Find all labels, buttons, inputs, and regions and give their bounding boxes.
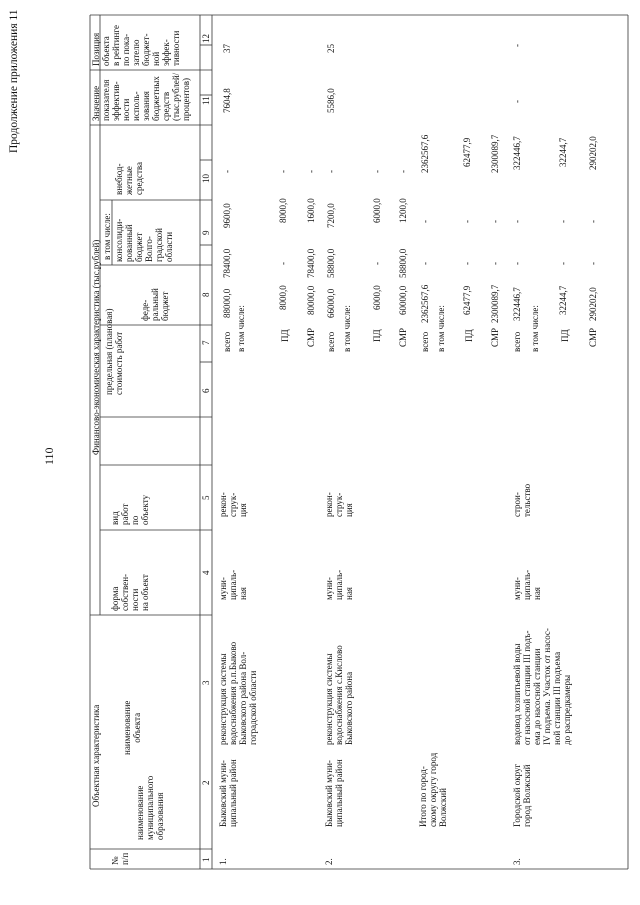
row-obj-l3: Быковского района Вол-	[238, 651, 248, 745]
header-eff-l7: бюджетных	[151, 76, 161, 121]
row-smr-extrabudget: 290202,0	[588, 136, 598, 170]
row-smr-cost: 290202,0	[588, 287, 598, 321]
header-eff-l6: зования	[141, 91, 151, 121]
row-pd-federal: -	[278, 262, 288, 265]
row-own-l1: муни-	[218, 577, 228, 600]
header-eff-l9: (тыс.рублей/	[171, 72, 181, 121]
row-total-federal: -	[420, 262, 430, 265]
row-pd-consolidated: -	[462, 220, 472, 223]
row-pd-consolidated: 8000,0	[278, 198, 288, 223]
header-num-line2: п/п	[120, 852, 130, 865]
row-total-federal: 78400,0	[222, 248, 232, 278]
row-total-extrabudget: -	[222, 170, 232, 173]
header-eff-l2: показателя	[101, 79, 111, 121]
header-pos-l7: ной	[151, 51, 161, 66]
row-total-extrabudget: -	[326, 170, 336, 173]
row-own-l1: муни-	[324, 577, 334, 600]
header-own-l1: форма	[110, 586, 120, 611]
row-pd-label: ПД	[560, 329, 570, 342]
row-smr-extrabudget: -	[306, 170, 316, 173]
row-rating-position: 25	[326, 44, 336, 53]
header-pos-l9: тивности	[171, 30, 181, 66]
header-mun-l1: наименование	[135, 785, 145, 840]
row-obj-l4: IV подъема. Участок от насос-	[542, 628, 552, 745]
row-mun-l2: ципальный район	[228, 759, 238, 827]
row-total-label: всего	[326, 331, 336, 352]
row-object-name	[324, 645, 354, 745]
row-own-l3: ная	[532, 587, 542, 600]
row-total-cost: 66000,0	[326, 288, 336, 318]
header-object-name	[122, 701, 142, 755]
header-work-l3: по	[130, 515, 140, 525]
row-total-consolidated: 7200,0	[326, 203, 336, 228]
row-work-l2: струк-	[334, 492, 344, 517]
row-smr-label: СМР	[306, 327, 316, 347]
row-smr-label: СМР	[398, 327, 408, 347]
header-efficiency	[91, 73, 191, 121]
row-smr-consolidated: -	[588, 220, 598, 223]
header-fed-l1: феде-	[140, 299, 150, 321]
header-planned-cost	[104, 309, 124, 395]
header-pos-l8: эффек-	[161, 39, 171, 66]
page-number: 110	[42, 447, 56, 465]
row-obj-l3: ема до насосной станции	[532, 648, 542, 745]
header-eff-l10: процентов)	[181, 77, 191, 121]
row-total-federal: 58800,0	[326, 248, 336, 278]
row-obj-l4: гоградской области	[248, 670, 258, 745]
row-obj-l1: водовод хозпитьевой воды	[512, 643, 522, 745]
row-work-l1: строи-	[512, 492, 522, 517]
header-eff-l5: исполь-	[131, 91, 141, 121]
row-own-l3: ная	[344, 587, 354, 600]
header-cost-l1: предельная (плановая)	[104, 308, 114, 395]
row-efficiency: 5586,0	[326, 88, 336, 113]
row-pd-consolidated: -	[558, 220, 568, 223]
row-work-l1: рекон-	[218, 492, 228, 517]
row-municipality	[324, 759, 344, 827]
row-rating-position: -	[512, 44, 522, 47]
row-total-consolidated: -	[420, 220, 430, 223]
header-consolidated	[114, 219, 174, 262]
col-number-3: 3	[201, 680, 211, 685]
col-number-8: 8	[201, 292, 211, 297]
row-smr-consolidated: 1200,0	[398, 198, 408, 223]
row-obj-l5: ной станции III подъема	[552, 651, 562, 745]
row-number: 3.	[512, 858, 522, 865]
header-obj-l2: объекта	[132, 712, 142, 743]
row-pd-label: ПД	[464, 329, 474, 342]
row-work-l2: тельство	[522, 483, 532, 517]
row-mun-l1: Итого по город-	[418, 766, 428, 827]
header-mun-l3: образования	[155, 792, 165, 840]
header-work-l4: объекту	[140, 494, 150, 525]
row-efficiency: 7604,8	[222, 88, 232, 113]
row-mun-l1: Быковский муни-	[324, 760, 334, 827]
col-number-12: 12	[201, 34, 211, 43]
row-object-name	[218, 642, 258, 745]
row-including-label: в том числе:	[530, 305, 540, 352]
row-ownership	[512, 570, 542, 600]
row-obj-l6: до распредкамеры	[562, 674, 572, 745]
header-extrabudget	[114, 162, 144, 195]
col-number-6: 6	[201, 388, 211, 393]
row-work-type	[218, 492, 248, 517]
row-smr-consolidated: 1600,0	[306, 198, 316, 223]
row-pd-extrabudget: -	[372, 170, 382, 173]
header-own-l2: собствен-	[120, 573, 130, 611]
header-pos-l6: бюджет-	[141, 33, 151, 66]
row-total-cost: 2362567,6	[420, 284, 430, 323]
header-municipality	[135, 776, 165, 840]
row-own-l2: ципаль-	[334, 569, 344, 600]
row-total-extrabudget: 2362567,6	[420, 134, 430, 173]
row-ownership	[218, 570, 248, 600]
row-municipality	[418, 753, 448, 827]
row-mun-l3: Волжский	[438, 788, 448, 827]
row-total-consolidated: 9600,0	[222, 203, 232, 228]
row-number: 2.	[324, 858, 334, 865]
row-work-type	[324, 492, 354, 517]
row-object-name	[512, 628, 572, 745]
row-smr-extrabudget: -	[398, 170, 408, 173]
row-including-label: в том числе:	[342, 305, 352, 352]
header-cons-l4: Волго-	[144, 236, 154, 262]
header-eff-l4: ности	[121, 98, 131, 121]
header-rating-position	[91, 25, 181, 66]
header-cons-l5: градской	[154, 228, 164, 262]
header-including: в том числе:	[102, 213, 112, 260]
row-pd-label: ПД	[280, 329, 290, 342]
header-own-l4: на объект	[140, 574, 150, 611]
header-federal	[140, 288, 170, 321]
header-ext-l3: средства	[134, 161, 144, 195]
row-including-label: в том числе:	[436, 305, 446, 352]
row-mun-l1: Городской округ	[512, 763, 522, 827]
row-pd-consolidated: 6000,0	[372, 198, 382, 223]
header-pos-l5: зателю	[131, 39, 141, 66]
header-eff-l1: Значение	[91, 85, 101, 121]
row-total-cost: 322446,7	[512, 287, 522, 321]
row-pd-cost: 62477,9	[462, 285, 472, 315]
row-mun-l2: ципальный район	[334, 759, 344, 827]
col-number-4: 4	[201, 570, 211, 575]
row-obj-l3: Быковского района	[344, 671, 354, 745]
row-municipality	[512, 764, 532, 827]
header-obj-l1: наименование	[122, 700, 132, 755]
header-cons-l1: консолиди-	[114, 218, 124, 262]
header-cons-l6: области	[164, 231, 174, 262]
row-smr-federal: -	[490, 262, 500, 265]
header-work-type	[110, 495, 150, 525]
row-obj-l1: реконструкция системы	[324, 653, 334, 745]
row-work-l2: струк-	[228, 492, 238, 517]
row-smr-federal: 58800,0	[398, 248, 408, 278]
row-obj-l2: от насосной станции III подъ-	[522, 630, 532, 745]
row-smr-federal: 78400,0	[306, 248, 316, 278]
row-obj-l2: водоснабжения р.п.Быково	[228, 641, 238, 745]
header-cost-l2: стоимость работ	[114, 331, 124, 395]
header-num-line1: №	[110, 856, 120, 865]
row-pd-cost: 32244,7	[558, 285, 568, 315]
row-smr-label: СМР	[490, 327, 500, 347]
row-work-l3: ция	[238, 503, 248, 517]
row-pd-extrabudget: -	[278, 170, 288, 173]
row-own-l3: ная	[238, 587, 248, 600]
row-obj-l2: водоснабжения с.Кислово	[334, 645, 344, 745]
row-rating-position: 37	[222, 44, 232, 53]
header-work-l1: вид	[110, 511, 120, 525]
header-ownership	[110, 574, 150, 611]
row-pd-federal: -	[372, 262, 382, 265]
row-smr-label: СМР	[588, 327, 598, 347]
row-total-cost: 88000,0	[222, 288, 232, 318]
row-obj-l1: реконструкция системы	[218, 653, 228, 745]
header-ext-l1: внебюд-	[114, 163, 124, 195]
header-financial-group: Финансово-экономическая характеристика (тыс.рублей)	[91, 239, 101, 455]
row-ownership	[324, 570, 354, 600]
row-mun-l2: скому округу город	[428, 752, 438, 827]
header-fed-l2: ральный	[150, 288, 160, 321]
row-pd-federal: -	[558, 262, 568, 265]
row-work-l3: ция	[344, 503, 354, 517]
row-pd-extrabudget: 32244,7	[558, 137, 568, 167]
header-mun-l2: муниципального	[145, 775, 155, 840]
row-work-l1: рекон-	[324, 492, 334, 517]
header-pos-l4: по пока-	[121, 33, 131, 66]
row-mun-l2: город Волжский	[522, 764, 532, 827]
header-object-group: Объектная характеристика	[91, 704, 101, 807]
row-pd-cost: 6000,0	[372, 285, 382, 310]
col-number-9: 9	[201, 230, 211, 235]
row-total-label: всего	[420, 331, 430, 352]
row-total-consolidated: -	[512, 220, 522, 223]
row-total-label: всего	[512, 331, 522, 352]
row-smr-cost: 60000,0	[398, 285, 408, 315]
col-number-2: 2	[201, 780, 211, 785]
row-work-type	[512, 484, 532, 517]
row-smr-consolidated: -	[490, 220, 500, 223]
col-number-7: 7	[201, 340, 211, 345]
row-smr-cost: 2300089,7	[490, 284, 500, 323]
header-eff-l3: эффектив-	[111, 81, 121, 121]
row-own-l1: муни-	[512, 577, 522, 600]
row-pd-federal: -	[462, 262, 472, 265]
row-number: 1.	[218, 858, 228, 865]
row-own-l2: ципаль-	[522, 569, 532, 600]
header-pos-l2: объекта	[101, 36, 111, 66]
header-pos-l3: в рейтинге	[111, 25, 121, 66]
row-pd-label: ПД	[372, 329, 382, 342]
header-pos-l1: Позиция	[91, 32, 101, 66]
header-cons-l3: бюджет	[134, 232, 144, 262]
row-pd-cost: 8000,0	[278, 285, 288, 310]
header-fed-l3: бюджет	[160, 291, 170, 321]
row-smr-federal: -	[588, 262, 598, 265]
header-ext-l2: жетные	[124, 166, 134, 195]
row-efficiency: -	[512, 100, 522, 103]
row-total-label: всего	[222, 331, 232, 352]
row-municipality	[218, 759, 238, 827]
row-including-label: в том числе:	[236, 305, 246, 352]
header-num	[110, 853, 130, 865]
header-cons-l2: рованный	[124, 224, 134, 262]
row-total-federal: -	[512, 262, 522, 265]
row-total-extrabudget: 322446,7	[512, 136, 522, 170]
col-number-10: 10	[201, 174, 211, 183]
col-number-11: 11	[201, 96, 211, 105]
row-pd-extrabudget: 62477,9	[462, 137, 472, 167]
header-eff-l8: средств	[161, 91, 171, 121]
appendix-caption: Продолжение приложения 11	[8, 9, 20, 153]
col-number-1: 1	[201, 857, 211, 862]
row-smr-extrabudget: 2300089,7	[490, 134, 500, 173]
row-smr-cost: 80000,0	[306, 285, 316, 315]
col-number-5: 5	[201, 495, 211, 500]
header-own-l3: ности	[130, 588, 140, 611]
header-work-l2: работ	[120, 503, 130, 525]
row-mun-l1: Быковский муни-	[218, 760, 228, 827]
row-own-l2: ципаль-	[228, 569, 238, 600]
